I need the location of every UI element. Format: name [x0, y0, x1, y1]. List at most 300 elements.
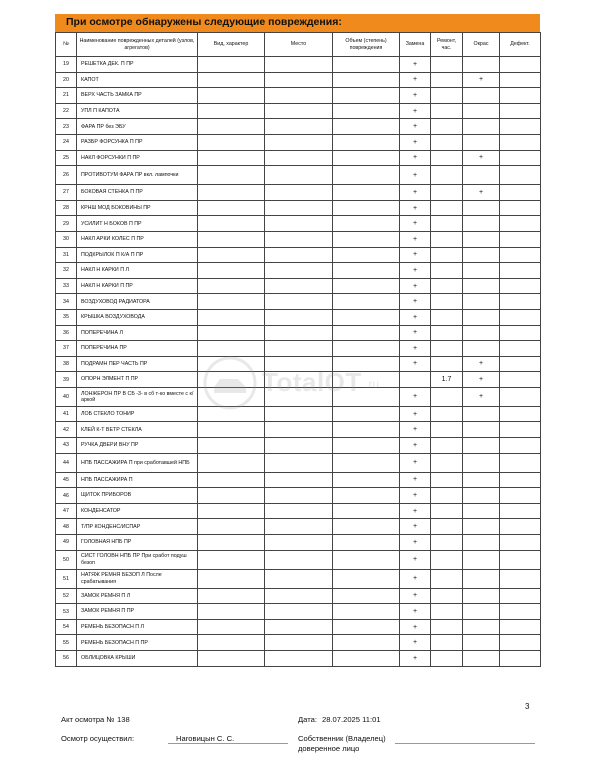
defect-cell [500, 200, 541, 216]
row-number: 45 [56, 472, 77, 488]
row-number: 52 [56, 588, 77, 604]
replace-mark: + [400, 535, 431, 551]
repair-hours [431, 635, 463, 651]
col-header-repair: Ремонт, час. [431, 33, 463, 57]
damage-place-cell [265, 72, 333, 88]
owner-sublabel: доверенное лицо [298, 744, 360, 753]
defect-cell [500, 88, 541, 104]
replace-mark: + [400, 422, 431, 438]
replace-mark: + [400, 635, 431, 651]
part-name: НАТЯЖ РЕМНЯ БЕЗОП Л После срабатывания [77, 569, 198, 588]
damage-type-cell [198, 247, 265, 263]
replace-mark: + [400, 604, 431, 620]
row-number: 32 [56, 263, 77, 279]
damage-place-cell [265, 406, 333, 422]
damage-extent-cell [333, 472, 400, 488]
defect-cell [500, 325, 541, 341]
row-number: 23 [56, 119, 77, 135]
defect-cell [500, 341, 541, 357]
damage-place-cell [265, 341, 333, 357]
defect-cell [500, 438, 541, 454]
table-header-row [56, 33, 541, 57]
damage-type-cell [198, 325, 265, 341]
defect-cell [500, 519, 541, 535]
replace-mark: + [400, 150, 431, 166]
damage-extent-cell [333, 134, 400, 150]
part-name: НАКЛ Н КАРКИ П ПР [77, 278, 198, 294]
paint-mark [463, 651, 500, 667]
paint-mark [463, 569, 500, 588]
damage-extent-cell [333, 588, 400, 604]
row-number: 49 [56, 535, 77, 551]
defect-cell [500, 231, 541, 247]
damage-extent-cell [333, 103, 400, 119]
table-row [56, 372, 541, 388]
row-number: 36 [56, 325, 77, 341]
table-row [56, 488, 541, 504]
part-name: КРНШ МОД БОКОВИНЫ ПР [77, 200, 198, 216]
defect-cell [500, 309, 541, 325]
damage-type-cell [198, 472, 265, 488]
col-header-defect: Дефект. [500, 33, 541, 57]
paint-mark: + [463, 372, 500, 388]
damage-type-cell [198, 200, 265, 216]
table-row [56, 635, 541, 651]
table-row [56, 185, 541, 201]
table-body [56, 57, 541, 667]
date-label: Дата: [298, 715, 317, 724]
table-row [56, 519, 541, 535]
table-row [56, 550, 541, 569]
damage-extent-cell [333, 387, 400, 406]
table-row [56, 588, 541, 604]
replace-mark: + [400, 569, 431, 588]
part-name: РЕМЕНЬ БЕЗОПАСН П Л [77, 619, 198, 635]
damage-extent-cell [333, 88, 400, 104]
damage-extent-cell [333, 231, 400, 247]
row-number: 26 [56, 166, 77, 185]
part-name: УПЛ П КАПОТА [77, 103, 198, 119]
damage-type-cell [198, 651, 265, 667]
row-number: 46 [56, 488, 77, 504]
damage-type-cell [198, 372, 265, 388]
damage-place-cell [265, 651, 333, 667]
damage-place-cell [265, 166, 333, 185]
defect-cell [500, 185, 541, 201]
defect-cell [500, 453, 541, 472]
damage-place-cell [265, 263, 333, 279]
defect-cell [500, 406, 541, 422]
replace-mark: + [400, 216, 431, 232]
row-number: 38 [56, 356, 77, 372]
replace-mark: + [400, 57, 431, 73]
row-number: 53 [56, 604, 77, 620]
table-row [56, 535, 541, 551]
table-row [56, 57, 541, 73]
replace-mark: + [400, 231, 431, 247]
damage-type-cell [198, 278, 265, 294]
damage-type-cell [198, 119, 265, 135]
repair-hours: 1.7 [431, 372, 463, 388]
repair-hours [431, 216, 463, 232]
repair-hours [431, 231, 463, 247]
table-row [56, 294, 541, 310]
replace-mark: + [400, 185, 431, 201]
damage-type-cell [198, 604, 265, 620]
repair-hours [431, 134, 463, 150]
damage-extent-cell [333, 263, 400, 279]
table-row [56, 150, 541, 166]
part-name: КОНДЕНСАТОР [77, 503, 198, 519]
damage-type-cell [198, 72, 265, 88]
repair-hours [431, 309, 463, 325]
row-number: 29 [56, 216, 77, 232]
act-number: 138 [117, 715, 130, 724]
defect-cell [500, 166, 541, 185]
damage-extent-cell [333, 216, 400, 232]
damage-place-cell [265, 472, 333, 488]
damage-extent-cell [333, 57, 400, 73]
damage-extent-cell [333, 519, 400, 535]
part-name: Т/ПР КОНДЕНС/ИСПАР [77, 519, 198, 535]
defect-cell [500, 57, 541, 73]
damage-place-cell [265, 488, 333, 504]
row-number: 51 [56, 569, 77, 588]
repair-hours [431, 341, 463, 357]
damage-type-cell [198, 231, 265, 247]
table-row [56, 569, 541, 588]
row-number: 55 [56, 635, 77, 651]
row-number: 34 [56, 294, 77, 310]
paint-mark: + [463, 150, 500, 166]
replace-mark: + [400, 619, 431, 635]
replace-mark: + [400, 103, 431, 119]
row-number: 37 [56, 341, 77, 357]
damage-type-cell [198, 309, 265, 325]
paint-mark [463, 488, 500, 504]
part-name: КАПОТ [77, 72, 198, 88]
paint-mark [463, 453, 500, 472]
defect-cell [500, 263, 541, 279]
damage-place-cell [265, 519, 333, 535]
paint-mark [463, 438, 500, 454]
replace-mark: + [400, 309, 431, 325]
replace-mark: + [400, 519, 431, 535]
damage-place-cell [265, 438, 333, 454]
defect-cell [500, 134, 541, 150]
table-row [56, 200, 541, 216]
repair-hours [431, 294, 463, 310]
damage-type-cell [198, 88, 265, 104]
paint-mark [463, 619, 500, 635]
paint-mark [463, 166, 500, 185]
replace-mark: + [400, 356, 431, 372]
banner-title: При осмотре обнаружены следующие повреждения: [66, 16, 342, 28]
damage-type-cell [198, 294, 265, 310]
damage-extent-cell [333, 651, 400, 667]
paint-mark [463, 519, 500, 535]
defect-cell [500, 103, 541, 119]
damage-type-cell [198, 535, 265, 551]
paint-mark: + [463, 72, 500, 88]
damage-type-cell [198, 519, 265, 535]
replace-mark: + [400, 588, 431, 604]
part-name: ГОЛОВНАЯ НПБ ПР [77, 535, 198, 551]
inspector-signature-line [168, 743, 288, 744]
replace-mark: + [400, 263, 431, 279]
row-number: 21 [56, 88, 77, 104]
damage-place-cell [265, 150, 333, 166]
damage-extent-cell [333, 72, 400, 88]
date-value: 28.07.2025 11:01 [322, 715, 381, 724]
table-row [56, 438, 541, 454]
damage-type-cell [198, 550, 265, 569]
col-header-paint: Окрас [463, 33, 500, 57]
replace-mark: + [400, 387, 431, 406]
damage-place-cell [265, 356, 333, 372]
damage-extent-cell [333, 619, 400, 635]
table-row [56, 119, 541, 135]
row-number: 42 [56, 422, 77, 438]
paint-mark [463, 294, 500, 310]
repair-hours [431, 519, 463, 535]
row-number: 28 [56, 200, 77, 216]
part-name: ВЕРХ ЧАСТЬ ЗАМКА ПР [77, 88, 198, 104]
row-number: 22 [56, 103, 77, 119]
replace-mark: + [400, 134, 431, 150]
defect-cell [500, 422, 541, 438]
defect-cell [500, 294, 541, 310]
paint-mark [463, 422, 500, 438]
part-name: КЛЕЙ К-Т ВЕТР СТЕКЛА [77, 422, 198, 438]
repair-hours [431, 651, 463, 667]
defect-cell [500, 216, 541, 232]
damage-type-cell [198, 453, 265, 472]
damage-type-cell [198, 503, 265, 519]
defect-cell [500, 150, 541, 166]
paint-mark: + [463, 356, 500, 372]
part-name: РАЗБР ФОРСУНКА П ПР [77, 134, 198, 150]
defect-cell [500, 278, 541, 294]
paint-mark [463, 588, 500, 604]
row-number: 40 [56, 387, 77, 406]
paint-mark [463, 550, 500, 569]
row-number: 54 [56, 619, 77, 635]
repair-hours [431, 438, 463, 454]
damage-place-cell [265, 619, 333, 635]
table-row [56, 278, 541, 294]
repair-hours [431, 356, 463, 372]
part-name: ВОЗДУХОВОД РАДИАТОРА [77, 294, 198, 310]
part-name: ПОПЕРЕЧИНА Л [77, 325, 198, 341]
damage-type-cell [198, 619, 265, 635]
part-name: РЕШЕТКА ДЕК. П ПР [77, 57, 198, 73]
damage-place-cell [265, 103, 333, 119]
paint-mark [463, 134, 500, 150]
col-header-name: Наименование поврежденных деталей (узлов, агрегатов) [77, 33, 198, 57]
paint-mark [463, 325, 500, 341]
defect-cell [500, 387, 541, 406]
part-name: ЗАМОК РЕМНЯ П Л [77, 588, 198, 604]
damage-extent-cell [333, 372, 400, 388]
inspector-name: Наговицын С. С. [176, 734, 235, 743]
part-name: НАКЛ ФОРСУНКИ П ПР [77, 150, 198, 166]
paint-mark [463, 119, 500, 135]
damage-extent-cell [333, 535, 400, 551]
damage-extent-cell [333, 406, 400, 422]
paint-mark [463, 216, 500, 232]
paint-mark [463, 406, 500, 422]
table-row [56, 216, 541, 232]
repair-hours [431, 119, 463, 135]
damage-type-cell [198, 341, 265, 357]
paint-mark [463, 503, 500, 519]
row-number: 50 [56, 550, 77, 569]
damage-place-cell [265, 535, 333, 551]
damage-extent-cell [333, 309, 400, 325]
repair-hours [431, 185, 463, 201]
defect-cell [500, 247, 541, 263]
damage-type-cell [198, 422, 265, 438]
damage-place-cell [265, 604, 333, 620]
damage-place-cell [265, 294, 333, 310]
row-number: 43 [56, 438, 77, 454]
replace-mark: + [400, 325, 431, 341]
part-name: ЛОНЖЕРОН ПР В СБ -3- в сб т-ко вместе с к/аркой [77, 387, 198, 406]
replace-mark: + [400, 294, 431, 310]
part-name: ЛОБ СТЕКЛО ТОНИР [77, 406, 198, 422]
damage-extent-cell [333, 325, 400, 341]
repair-hours [431, 88, 463, 104]
paint-mark: + [463, 185, 500, 201]
table-row [56, 72, 541, 88]
damage-place-cell [265, 185, 333, 201]
replace-mark [400, 372, 431, 388]
damage-place-cell [265, 57, 333, 73]
replace-mark: + [400, 503, 431, 519]
damage-extent-cell [333, 453, 400, 472]
paint-mark [463, 103, 500, 119]
part-name: ФАРА ПР без ЭБУ [77, 119, 198, 135]
paint-mark [463, 278, 500, 294]
table-row [56, 453, 541, 472]
damage-extent-cell [333, 119, 400, 135]
table-row [56, 247, 541, 263]
section-banner [55, 14, 540, 32]
damage-extent-cell [333, 569, 400, 588]
repair-hours [431, 453, 463, 472]
col-header-place: Место [265, 33, 333, 57]
row-number: 31 [56, 247, 77, 263]
row-number: 24 [56, 134, 77, 150]
table-row [56, 309, 541, 325]
table-row [56, 387, 541, 406]
table-row [56, 263, 541, 279]
damage-type-cell [198, 166, 265, 185]
damage-type-cell [198, 263, 265, 279]
replace-mark: + [400, 438, 431, 454]
part-name: ОПОРН ЭЛМЕНТ П ПР [77, 372, 198, 388]
row-number: 19 [56, 57, 77, 73]
table-row [56, 604, 541, 620]
damage-type-cell [198, 356, 265, 372]
damage-place-cell [265, 635, 333, 651]
table-row [56, 406, 541, 422]
repair-hours [431, 488, 463, 504]
part-name: НАКЛ Н КАРКИ П Л [77, 263, 198, 279]
part-name: НПБ ПАССАЖИРА П при сработавшей НПБ [77, 453, 198, 472]
damage-extent-cell [333, 488, 400, 504]
paint-mark: + [463, 387, 500, 406]
repair-hours [431, 387, 463, 406]
replace-mark: + [400, 200, 431, 216]
part-name: ЩИТОК ПРИБОРОВ [77, 488, 198, 504]
owner-signature-line [395, 743, 535, 744]
damage-type-cell [198, 185, 265, 201]
replace-mark: + [400, 488, 431, 504]
part-name: ЗАМОК РЕМНЯ П ПР [77, 604, 198, 620]
damage-type-cell [198, 150, 265, 166]
repair-hours [431, 247, 463, 263]
replace-mark: + [400, 119, 431, 135]
defect-cell [500, 372, 541, 388]
table-row [56, 472, 541, 488]
damage-place-cell [265, 247, 333, 263]
damage-place-cell [265, 569, 333, 588]
part-name: ПОДКРЫЛОК П К/А П ПР [77, 247, 198, 263]
paint-mark [463, 604, 500, 620]
damage-extent-cell [333, 635, 400, 651]
repair-hours [431, 150, 463, 166]
part-name: РУЧКА ДВЕРИ ВНУ ПР [77, 438, 198, 454]
damage-type-cell [198, 406, 265, 422]
row-number: 35 [56, 309, 77, 325]
paint-mark [463, 263, 500, 279]
damage-place-cell [265, 550, 333, 569]
repair-hours [431, 472, 463, 488]
damage-extent-cell [333, 341, 400, 357]
table-row [56, 231, 541, 247]
damage-place-cell [265, 503, 333, 519]
act-label: Акт осмотра № [61, 715, 115, 724]
damage-place-cell [265, 216, 333, 232]
col-header-replace: Замена [400, 33, 431, 57]
replace-mark: + [400, 278, 431, 294]
inspector-label: Осмотр осуществил: [61, 734, 135, 743]
table-row [56, 356, 541, 372]
row-number: 20 [56, 72, 77, 88]
col-header-num: № [56, 33, 77, 57]
defect-cell [500, 488, 541, 504]
paint-mark [463, 88, 500, 104]
row-number: 39 [56, 372, 77, 388]
repair-hours [431, 569, 463, 588]
repair-hours [431, 325, 463, 341]
damage-type-cell [198, 569, 265, 588]
damage-place-cell [265, 453, 333, 472]
repair-hours [431, 263, 463, 279]
row-number: 47 [56, 503, 77, 519]
damage-type-cell [198, 635, 265, 651]
replace-mark: + [400, 247, 431, 263]
defect-cell [500, 619, 541, 635]
damage-place-cell [265, 372, 333, 388]
replace-mark: + [400, 651, 431, 667]
repair-hours [431, 72, 463, 88]
table-row [56, 103, 541, 119]
part-name: ОБЛИЦОВКА КРЫШИ [77, 651, 198, 667]
row-number: 44 [56, 453, 77, 472]
